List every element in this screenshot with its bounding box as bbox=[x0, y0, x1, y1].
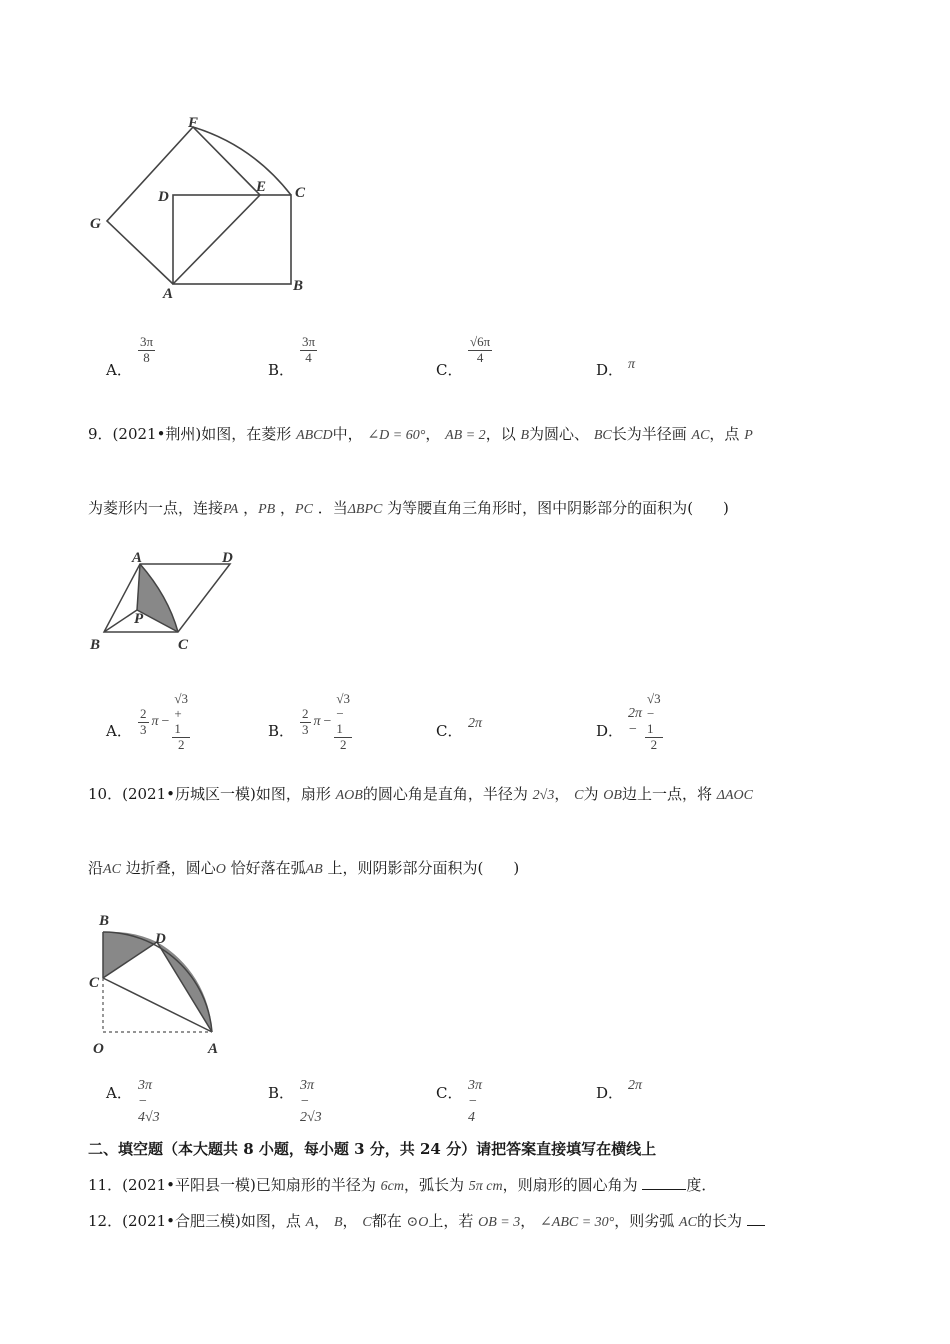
q8-label-a: A bbox=[163, 286, 174, 302]
q10-option-b-value: 3π − 2√3 bbox=[300, 1078, 322, 1125]
q8-square bbox=[107, 127, 260, 284]
q10-label-c: C bbox=[89, 975, 100, 991]
q9-figure bbox=[82, 548, 252, 658]
q10-label-b: B bbox=[99, 913, 110, 929]
q9-option-b-value: $\frac{2}{3}$ π − $\frac{√3 - 1}{2}$ bbox=[302, 691, 351, 752]
q10-label-a: A bbox=[208, 1041, 219, 1057]
q10-label-d: D bbox=[155, 931, 166, 947]
q11-answer-blank[interactable] bbox=[642, 1175, 686, 1190]
q9-option-c-value: 2π bbox=[468, 716, 483, 731]
q8-option-d-value: π bbox=[628, 357, 636, 372]
q10-option-d-value: 2π bbox=[628, 1078, 643, 1093]
q8-label-d: D bbox=[158, 189, 169, 205]
q8-option-c-value: $\frac{√6\pi}{4}$ bbox=[470, 334, 491, 365]
q9-label-d: D bbox=[222, 550, 233, 566]
q12-answer-blank[interactable] bbox=[747, 1211, 765, 1226]
q8-rectangle bbox=[173, 195, 291, 284]
q9-label-b: B bbox=[90, 637, 101, 653]
q9-label-a: A bbox=[132, 550, 143, 566]
q10-label-o: O bbox=[93, 1041, 104, 1057]
q10-option-a-value: 3π − 4√3 bbox=[138, 1078, 160, 1125]
section2-heading: 二、填空题（本大题共 8 小题，每小题 3 分，共 24 分）请把答案直接填写在横线上 bbox=[88, 1140, 657, 1158]
q9-option-d-value: 2π − $\frac{√3 - 1}{2}$ bbox=[628, 691, 661, 752]
q10-shaded-top bbox=[103, 932, 157, 978]
q9-label-c: C bbox=[178, 637, 189, 653]
q8-option-a-value: $\frac{3\pi}{8}$ bbox=[140, 334, 154, 365]
q8-diagonal-ae bbox=[173, 195, 260, 284]
q8-label-b: B bbox=[293, 278, 304, 294]
q9-option-a-value: $\frac{2}{3}$ π − $\frac{√3 + 1}{2}$ bbox=[140, 691, 189, 752]
q8-figure bbox=[80, 105, 320, 305]
q9-arc-ac: AC bbox=[691, 428, 710, 443]
q8-label-c: C bbox=[295, 185, 306, 201]
q9-line2: 为菱形内一点，连接PA ，PB ，PC ．当ΔBPC 为等腰直角三角形时，图中阴影部分的面积为( ) bbox=[88, 499, 729, 517]
q8-option-b-value: $\frac{3\pi}{4}$ bbox=[302, 334, 316, 365]
q10-line2: 沿AC 边折叠，圆心O 恰好落在弧AB 上，则阴影部分面积为( ) bbox=[88, 859, 520, 877]
q8-label-e: E bbox=[256, 179, 267, 195]
q10-option-c-value: 3π − 4 bbox=[468, 1078, 483, 1125]
q11: 11．(2021•平阳县一模)已知扇形的半径为 6cm，弧长为 5π cm，则扇形的圆心角为 度． bbox=[88, 1176, 717, 1194]
q8-label-g: G bbox=[90, 216, 101, 232]
q10-line1: 10．(2021•历城区一模)如图，扇形 AOB的圆心角是直角，半径为 2√3， C为 OB边上一点，将 ΔAOC bbox=[88, 785, 753, 803]
q8-arc-fc bbox=[193, 127, 291, 195]
q12: 12．(2021•合肥三模)如图，点 A， B， C都在 ⊙O上，若 OB = 3， ∠ABC = 30°，则劣弧 AC的长为 bbox=[88, 1210, 765, 1231]
q9-label-p: P bbox=[134, 611, 144, 627]
q10-figure bbox=[85, 905, 235, 1060]
q9-line1: 9．(2021•荆州)如图，在菱形 ABCD中， ∠D = 60°， AB = 2，以 B为圆心、 BC长为半径画 AC，点 P bbox=[88, 425, 753, 443]
q8-label-f: F bbox=[188, 115, 199, 131]
